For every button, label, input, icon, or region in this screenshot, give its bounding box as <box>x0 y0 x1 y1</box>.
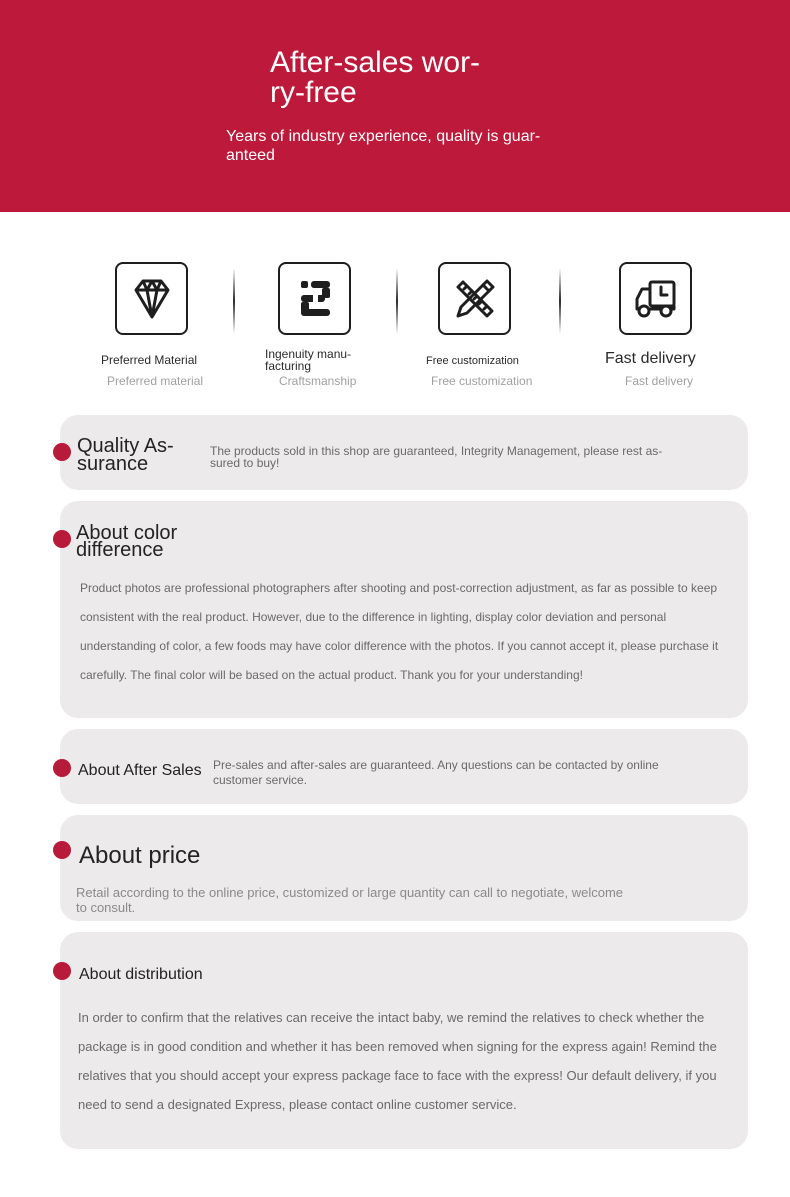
section-text: Retail according to the online price, customized or large quantity can call to negotiate, welcome to consult. <box>76 885 624 915</box>
bullet-dot <box>53 962 71 980</box>
feature-label: Ingenuity manu- facturing <box>265 347 352 373</box>
feature-divider <box>396 268 398 334</box>
feature-sub-label: Free customization <box>431 374 533 388</box>
delivery-truck-icon <box>619 262 692 335</box>
feature-preferred-material <box>78 262 238 392</box>
header-banner <box>0 0 790 212</box>
bullet-dot <box>53 841 71 859</box>
feature-sub-label: Craftsmanship <box>279 374 357 388</box>
section-title: About After Sales <box>78 762 202 779</box>
card-quality-assurance <box>60 415 748 490</box>
bullet-dot <box>53 759 71 777</box>
section-text: In order to confirm that the relatives can receive the intact baby, we remind the relatives to check whether the package is in good condition and whether it has been removed when signing for the express again! Remind the relatives that you should accept your express package face to face with the express! Our default delivery, if you need to send a designated Express, please contact online customer service. <box>78 1010 717 1112</box>
banner-subtitle: Years of industry experience, quality is guar- anteed <box>226 128 541 164</box>
feature-label: Free customization <box>426 355 519 367</box>
bullet-dot <box>53 443 71 461</box>
section-text: Pre-sales and after-sales are guaranteed. Any questions can be contacted by online customer service. <box>213 758 659 787</box>
section-text: The products sold in this shop are guaranteed, Integrity Management, please rest as- sured to buy! <box>210 444 663 470</box>
section-title: About color difference <box>76 522 178 561</box>
card-about-price <box>60 815 748 921</box>
feature-sub-label: Preferred material <box>107 374 204 388</box>
feature-free-customization <box>402 262 562 392</box>
card-color-difference <box>60 501 748 718</box>
card-about-distribution <box>60 932 748 1149</box>
section-text: Product photos are professional photographers after shooting and post-correction adjustment, as far as possible to keep consistent with the real product. However, due to the difference in lighting, display color deviation and personal understanding of color, a few foods may have color difference with the photos. If you cannot accept it, please purchase it carefully. The final color will be based on the actual product. Thank you for your understanding! <box>80 581 719 682</box>
banner-title: After-sales wor- ry-free <box>270 46 481 109</box>
section-title: Quality As- surance <box>77 435 174 475</box>
bullet-dot <box>53 530 71 548</box>
diamond-icon <box>115 262 188 335</box>
feature-sub-label: Fast delivery <box>625 374 694 388</box>
feature-label: Preferred Material <box>101 353 198 367</box>
feature-divider <box>233 268 235 334</box>
card-after-sales <box>60 729 748 804</box>
section-title: About price <box>79 842 201 869</box>
feature-ingenuity-manufacturing <box>242 262 402 392</box>
feature-fast-delivery <box>598 262 758 392</box>
section-title: About distribution <box>79 966 203 983</box>
feature-divider <box>559 268 561 334</box>
craft-tool-icon <box>278 262 351 335</box>
feature-label: Fast delivery <box>605 350 696 367</box>
pencil-ruler-icon <box>438 262 511 335</box>
